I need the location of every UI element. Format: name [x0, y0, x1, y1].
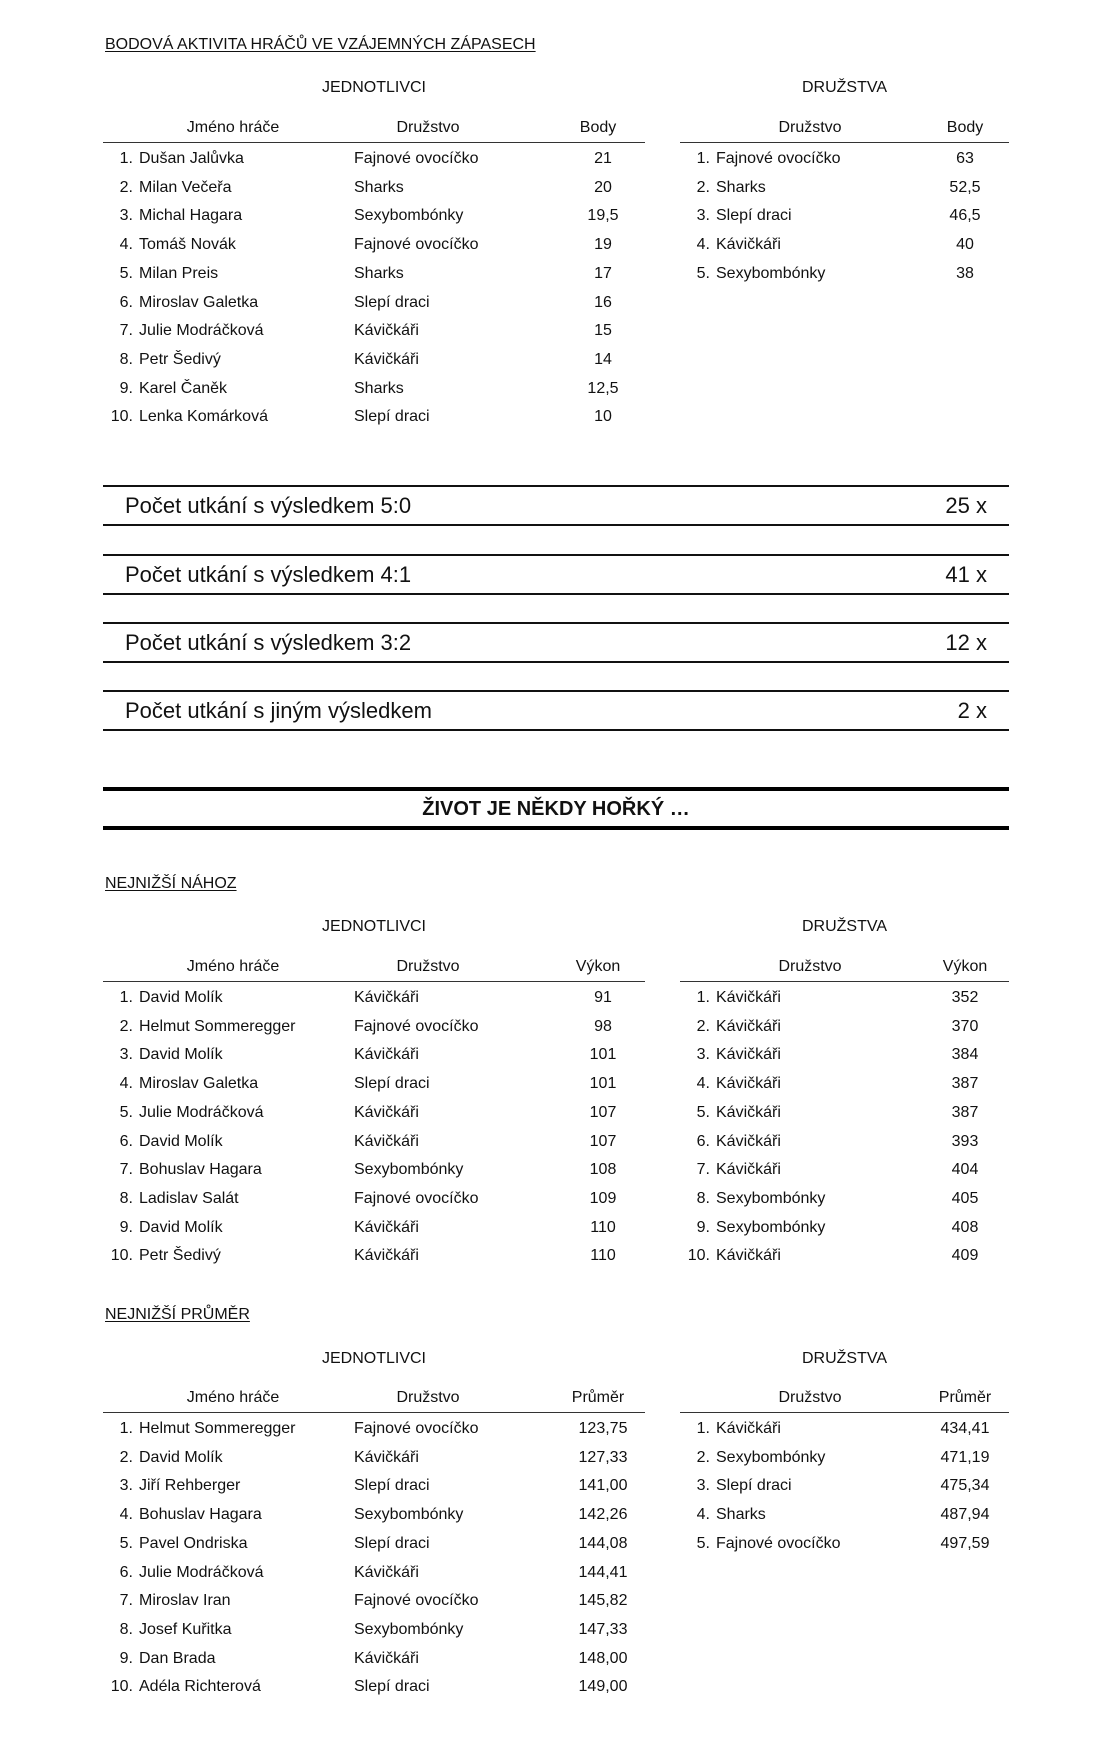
value: 475,34 — [940, 1477, 990, 1495]
team-name: Fajnové ovocíčko — [716, 1534, 841, 1552]
table-row — [103, 1621, 645, 1650]
table-row — [680, 265, 1009, 294]
rank: 5. — [696, 1103, 710, 1121]
value: 370 — [951, 1017, 979, 1035]
team-name: Slepí draci — [716, 207, 792, 225]
value: 52,5 — [949, 178, 981, 196]
header-rule — [680, 981, 1009, 982]
team-name: Kávičkáři — [354, 1046, 419, 1064]
value: 91 — [594, 989, 612, 1006]
team-name: Kávičkáři — [354, 1448, 419, 1466]
team-name: Fajnové ovocíčko — [354, 1017, 479, 1035]
value: 142,26 — [578, 1506, 628, 1524]
rank: 10. — [110, 1678, 133, 1696]
table-row — [103, 179, 645, 208]
player-name: Helmut Sommeregger — [139, 1017, 296, 1035]
table-row — [680, 150, 1009, 179]
player-name: Dušan Jalůvka — [139, 150, 244, 167]
value: 46,5 — [949, 207, 981, 225]
team-name: Slepí draci — [354, 1534, 430, 1552]
header-rule — [680, 142, 1009, 143]
table-row — [103, 150, 645, 179]
summary-label: Počet utkání s výsledkem 5:0 — [125, 493, 412, 518]
table-row — [103, 1219, 645, 1248]
player-name: Bohuslav Hagara — [139, 1161, 262, 1179]
table-row — [103, 236, 645, 265]
rank: 6. — [119, 293, 133, 311]
table-row — [103, 322, 645, 351]
table-row — [103, 1650, 645, 1679]
rank: 1. — [119, 1420, 133, 1437]
team-name: Sharks — [716, 178, 766, 196]
value: 109 — [589, 1189, 617, 1207]
player-name: Josef Kuřitka — [139, 1620, 232, 1638]
player-name: David Molík — [139, 989, 223, 1006]
value: 387 — [951, 1103, 979, 1121]
lowest-average-section-title: NEJNIŽŠÍ PRŮMĚR — [105, 1306, 250, 1323]
table-row — [103, 380, 645, 409]
team-name: Slepí draci — [354, 293, 430, 311]
summary-row-5-0 — [103, 485, 1009, 526]
table-row — [103, 1075, 645, 1104]
table-row — [103, 207, 645, 236]
value: 63 — [956, 150, 974, 167]
table-row — [103, 1161, 645, 1190]
summary-label: Počet utkání s jiným výsledkem — [125, 698, 432, 723]
table-row — [680, 236, 1009, 265]
player-name: Lenka Komárková — [139, 408, 268, 426]
team-name: Kávičkáři — [716, 236, 781, 254]
table-row — [680, 1075, 1009, 1104]
player-name: Milan Večeřa — [139, 178, 232, 196]
table-row — [103, 408, 645, 437]
rank: 2. — [119, 178, 133, 196]
header-value: Body — [946, 119, 984, 136]
rank: 4. — [696, 1506, 710, 1524]
header-team: Družstvo — [396, 958, 460, 975]
value: 40 — [956, 236, 974, 254]
header-name: Jméno hráče — [186, 119, 280, 136]
table-row — [680, 207, 1009, 236]
value: 127,33 — [578, 1448, 628, 1466]
rank: 1. — [696, 1420, 710, 1437]
rank: 8. — [119, 350, 133, 368]
rank: 2. — [696, 1017, 710, 1035]
table-row — [103, 1449, 645, 1478]
header-rule — [103, 1412, 645, 1413]
header-value: Výkon — [942, 958, 988, 975]
team-name: Kávičkáři — [716, 1132, 781, 1150]
team-name: Sexybombónky — [354, 1161, 464, 1179]
value: 487,94 — [940, 1506, 990, 1524]
rank: 7. — [119, 1161, 133, 1179]
rank: 6. — [119, 1563, 133, 1581]
table-row — [103, 989, 645, 1018]
player-name: Petr Šedivý — [139, 1247, 221, 1265]
table-row — [103, 1420, 645, 1449]
table-row — [680, 1247, 1009, 1276]
table-row — [680, 1161, 1009, 1190]
header-value: Body — [579, 119, 617, 136]
rank: 2. — [696, 178, 710, 196]
value: 10 — [594, 408, 612, 426]
team-name: Kávičkáři — [354, 1103, 419, 1121]
table-row — [680, 1420, 1009, 1449]
rank: 10. — [110, 408, 133, 426]
rank: 4. — [119, 1506, 133, 1524]
player-name: David Molík — [139, 1046, 223, 1064]
rank: 8. — [119, 1620, 133, 1638]
team-name: Kávičkáři — [354, 1649, 419, 1667]
header-team: Družstvo — [396, 1389, 460, 1406]
table-row — [103, 1535, 645, 1564]
table-row — [680, 989, 1009, 1018]
lowest-throw-teams-label: DRUŽSTVA — [801, 918, 888, 935]
team-name: Sexybombónky — [716, 264, 826, 282]
team-name: Kávičkáři — [716, 1017, 781, 1035]
table-row — [680, 1190, 1009, 1219]
rank: 7. — [119, 322, 133, 340]
rank: 7. — [696, 1161, 710, 1179]
value: 147,33 — [578, 1620, 628, 1638]
value: 145,82 — [578, 1592, 628, 1610]
value: 110 — [590, 1247, 616, 1265]
points-section-title: BODOVÁ AKTIVITA HRÁČŮ VE VZÁJEMNÝCH ZÁPASECH — [105, 36, 536, 53]
header-name: Jméno hráče — [186, 1389, 280, 1406]
rank: 4. — [696, 1075, 710, 1093]
player-name: Michal Hagara — [139, 207, 243, 225]
player-name: David Molík — [139, 1132, 223, 1150]
rank: 3. — [696, 1477, 710, 1495]
team-name: Sexybombónky — [716, 1218, 826, 1236]
table-row — [103, 1133, 645, 1162]
player-name: Dan Brada — [139, 1649, 216, 1667]
rank: 10. — [687, 1247, 710, 1265]
header-rule — [680, 1412, 1009, 1413]
team-name: Slepí draci — [354, 1678, 430, 1696]
rank: 9. — [119, 379, 133, 397]
table-row — [680, 1104, 1009, 1133]
table-row — [103, 1506, 645, 1535]
value: 408 — [951, 1218, 979, 1236]
team-name: Kávičkáři — [716, 1075, 781, 1093]
team-name: Kávičkáři — [716, 989, 781, 1006]
value: 387 — [951, 1075, 979, 1093]
table-row — [680, 1133, 1009, 1162]
team-name: Kávičkáři — [354, 1563, 419, 1581]
team-name: Kávičkáři — [716, 1161, 781, 1179]
header-value: Průměr — [938, 1389, 992, 1406]
player-name: David Molík — [139, 1448, 223, 1466]
team-name: Kávičkáři — [354, 1247, 419, 1265]
rank: 2. — [696, 1448, 710, 1466]
rank: 9. — [696, 1218, 710, 1236]
table-row — [103, 1247, 645, 1276]
table-row — [103, 1592, 645, 1621]
player-name: Pavel Ondriska — [139, 1534, 248, 1552]
value: 12,5 — [587, 379, 619, 397]
rank: 5. — [696, 1534, 710, 1552]
header-value: Průměr — [571, 1389, 625, 1406]
value: 21 — [594, 150, 612, 167]
table-row — [103, 1564, 645, 1593]
summary-value: 12 x — [945, 630, 987, 655]
rank: 3. — [119, 1046, 133, 1064]
value: 107 — [589, 1103, 617, 1121]
team-name: Kávičkáři — [716, 1046, 781, 1064]
lowest-throw-individuals-label: JEDNOTLIVCI — [321, 918, 426, 935]
value: 101 — [589, 1075, 617, 1093]
player-name: Karel Čaněk — [139, 379, 228, 397]
summary-value: 25 x — [945, 493, 987, 518]
value: 405 — [951, 1189, 979, 1207]
team-name: Sexybombónky — [354, 1506, 464, 1524]
player-name: Miroslav Galetka — [139, 1075, 259, 1093]
player-name: Adéla Richterová — [139, 1678, 261, 1696]
rank: 2. — [119, 1448, 133, 1466]
player-name: Ladislav Salát — [139, 1189, 239, 1207]
value: 434,41 — [940, 1420, 990, 1437]
player-name: Miroslav Galetka — [139, 293, 259, 311]
summary-row-4-1 — [103, 554, 1009, 595]
value: 404 — [951, 1161, 979, 1179]
value: 149,00 — [578, 1678, 628, 1696]
value: 98 — [594, 1017, 612, 1035]
rank: 1. — [119, 989, 133, 1006]
summary-label: Počet utkání s výsledkem 3:2 — [125, 630, 412, 655]
player-name: Helmut Sommeregger — [139, 1420, 296, 1437]
value: 101 — [589, 1046, 617, 1064]
value: 16 — [594, 293, 612, 311]
header-rule — [103, 142, 645, 143]
header-value: Výkon — [575, 958, 621, 975]
rank: 1. — [119, 150, 133, 167]
value: 14 — [594, 350, 612, 368]
value: 19 — [594, 236, 612, 254]
team-name: Sexybombónky — [716, 1448, 826, 1466]
rank: 10. — [110, 1247, 133, 1265]
table-row — [680, 1219, 1009, 1248]
team-name: Slepí draci — [354, 1477, 430, 1495]
table-row — [103, 1018, 645, 1047]
rank: 4. — [696, 236, 710, 254]
value: 108 — [589, 1161, 617, 1179]
value: 471,19 — [940, 1448, 990, 1466]
value: 144,08 — [578, 1534, 628, 1552]
table-row — [103, 1678, 645, 1707]
value: 384 — [951, 1046, 979, 1064]
team-name: Kávičkáři — [354, 1218, 419, 1236]
team-name: Sharks — [354, 379, 404, 397]
table-row — [680, 1449, 1009, 1478]
rank: 5. — [119, 1103, 133, 1121]
rank: 8. — [696, 1189, 710, 1207]
team-name: Slepí draci — [354, 408, 430, 426]
player-name: Petr Šedivý — [139, 350, 221, 368]
value: 352 — [951, 989, 979, 1006]
summary-row-3-2 — [103, 622, 1009, 663]
team-name: Sexybombónky — [354, 1620, 464, 1638]
player-name: Julie Modráčková — [139, 1563, 264, 1581]
team-name: Kávičkáři — [354, 1132, 419, 1150]
value: 107 — [589, 1132, 617, 1150]
table-row — [103, 1190, 645, 1219]
player-name: Julie Modráčková — [139, 1103, 264, 1121]
table-row — [103, 351, 645, 380]
value: 17 — [594, 264, 612, 282]
lowest-throw-section-title: NEJNIŽŠÍ NÁHOZ — [105, 875, 237, 892]
banner-text: ŽIVOT JE NĚKDY HOŘKÝ … — [422, 798, 690, 820]
header-rule — [103, 981, 645, 982]
header-name: Jméno hráče — [186, 958, 280, 975]
team-name: Fajnové ovocíčko — [354, 1420, 479, 1437]
team-name: Slepí draci — [716, 1477, 792, 1495]
rank: 6. — [696, 1132, 710, 1150]
team-name: Sharks — [716, 1506, 766, 1524]
player-name: Milan Preis — [139, 264, 219, 282]
player-name: David Molík — [139, 1218, 223, 1236]
table-row — [103, 1477, 645, 1506]
team-name: Sexybombónky — [716, 1189, 826, 1207]
banner — [103, 787, 1009, 830]
table-row — [680, 1506, 1009, 1535]
team-name: Fajnové ovocíčko — [354, 236, 479, 254]
value: 19,5 — [587, 207, 619, 225]
rank: 5. — [119, 1534, 133, 1552]
value: 110 — [590, 1218, 616, 1236]
header-team: Družstvo — [396, 119, 460, 136]
team-name: Kávičkáři — [354, 322, 419, 340]
team-name: Fajnové ovocíčko — [354, 1592, 479, 1610]
value: 20 — [594, 178, 612, 196]
value: 393 — [951, 1132, 979, 1150]
rank: 1. — [696, 150, 710, 167]
rank: 4. — [119, 236, 133, 254]
summary-row-other — [103, 690, 1009, 731]
value: 497,59 — [940, 1534, 990, 1552]
table-row — [680, 1018, 1009, 1047]
table-row — [680, 179, 1009, 208]
team-name: Slepí draci — [354, 1075, 430, 1093]
rank: 6. — [119, 1132, 133, 1150]
value: 15 — [594, 322, 612, 340]
rank: 5. — [696, 264, 710, 282]
header-team: Družstvo — [778, 119, 842, 136]
value: 148,00 — [578, 1649, 628, 1667]
table-row — [103, 1104, 645, 1133]
team-name: Sharks — [354, 178, 404, 196]
team-name: Kávičkáři — [716, 1420, 781, 1437]
player-name: Miroslav Iran — [139, 1592, 231, 1610]
value: 144,41 — [578, 1563, 628, 1581]
rank: 9. — [119, 1649, 133, 1667]
team-name: Kávičkáři — [716, 1247, 781, 1265]
rank: 3. — [696, 1046, 710, 1064]
team-name: Sexybombónky — [354, 207, 464, 225]
rank: 3. — [696, 207, 710, 225]
team-name: Fajnové ovocíčko — [354, 150, 479, 167]
table-row — [103, 1046, 645, 1075]
value: 409 — [951, 1247, 979, 1265]
rank: 9. — [119, 1218, 133, 1236]
lowest-average-individuals-label: JEDNOTLIVCI — [321, 1350, 426, 1367]
player-name: Jiří Rehberger — [139, 1477, 241, 1495]
rank: 4. — [119, 1075, 133, 1093]
value: 141,00 — [578, 1477, 628, 1495]
rank: 7. — [119, 1592, 133, 1610]
table-row — [103, 265, 645, 294]
team-name: Fajnové ovocíčko — [716, 150, 841, 167]
player-name: Tomáš Novák — [139, 236, 236, 254]
player-name: Bohuslav Hagara — [139, 1506, 262, 1524]
summary-value: 41 x — [945, 562, 987, 587]
header-team: Družstvo — [778, 958, 842, 975]
table-row — [680, 1046, 1009, 1075]
rank: 8. — [119, 1189, 133, 1207]
rank: 3. — [119, 207, 133, 225]
points-individuals-label: JEDNOTLIVCI — [321, 79, 426, 96]
rank: 1. — [696, 989, 710, 1006]
team-name: Fajnové ovocíčko — [354, 1189, 479, 1207]
table-row — [103, 294, 645, 323]
rank: 2. — [119, 1017, 133, 1035]
summary-label: Počet utkání s výsledkem 4:1 — [125, 562, 412, 587]
team-name: Sharks — [354, 264, 404, 282]
header-team: Družstvo — [778, 1389, 842, 1406]
team-name: Kávičkáři — [716, 1103, 781, 1121]
lowest-average-teams-label: DRUŽSTVA — [801, 1350, 888, 1367]
table-row — [680, 1477, 1009, 1506]
points-teams-label: DRUŽSTVA — [801, 79, 888, 96]
table-row — [680, 1535, 1009, 1564]
rank: 3. — [119, 1477, 133, 1495]
summary-value: 2 x — [957, 698, 987, 723]
rank: 5. — [119, 264, 133, 282]
team-name: Kávičkáři — [354, 350, 419, 368]
value: 38 — [956, 264, 974, 282]
player-name: Julie Modráčková — [139, 322, 264, 340]
value: 123,75 — [578, 1420, 628, 1437]
team-name: Kávičkáři — [354, 989, 419, 1006]
